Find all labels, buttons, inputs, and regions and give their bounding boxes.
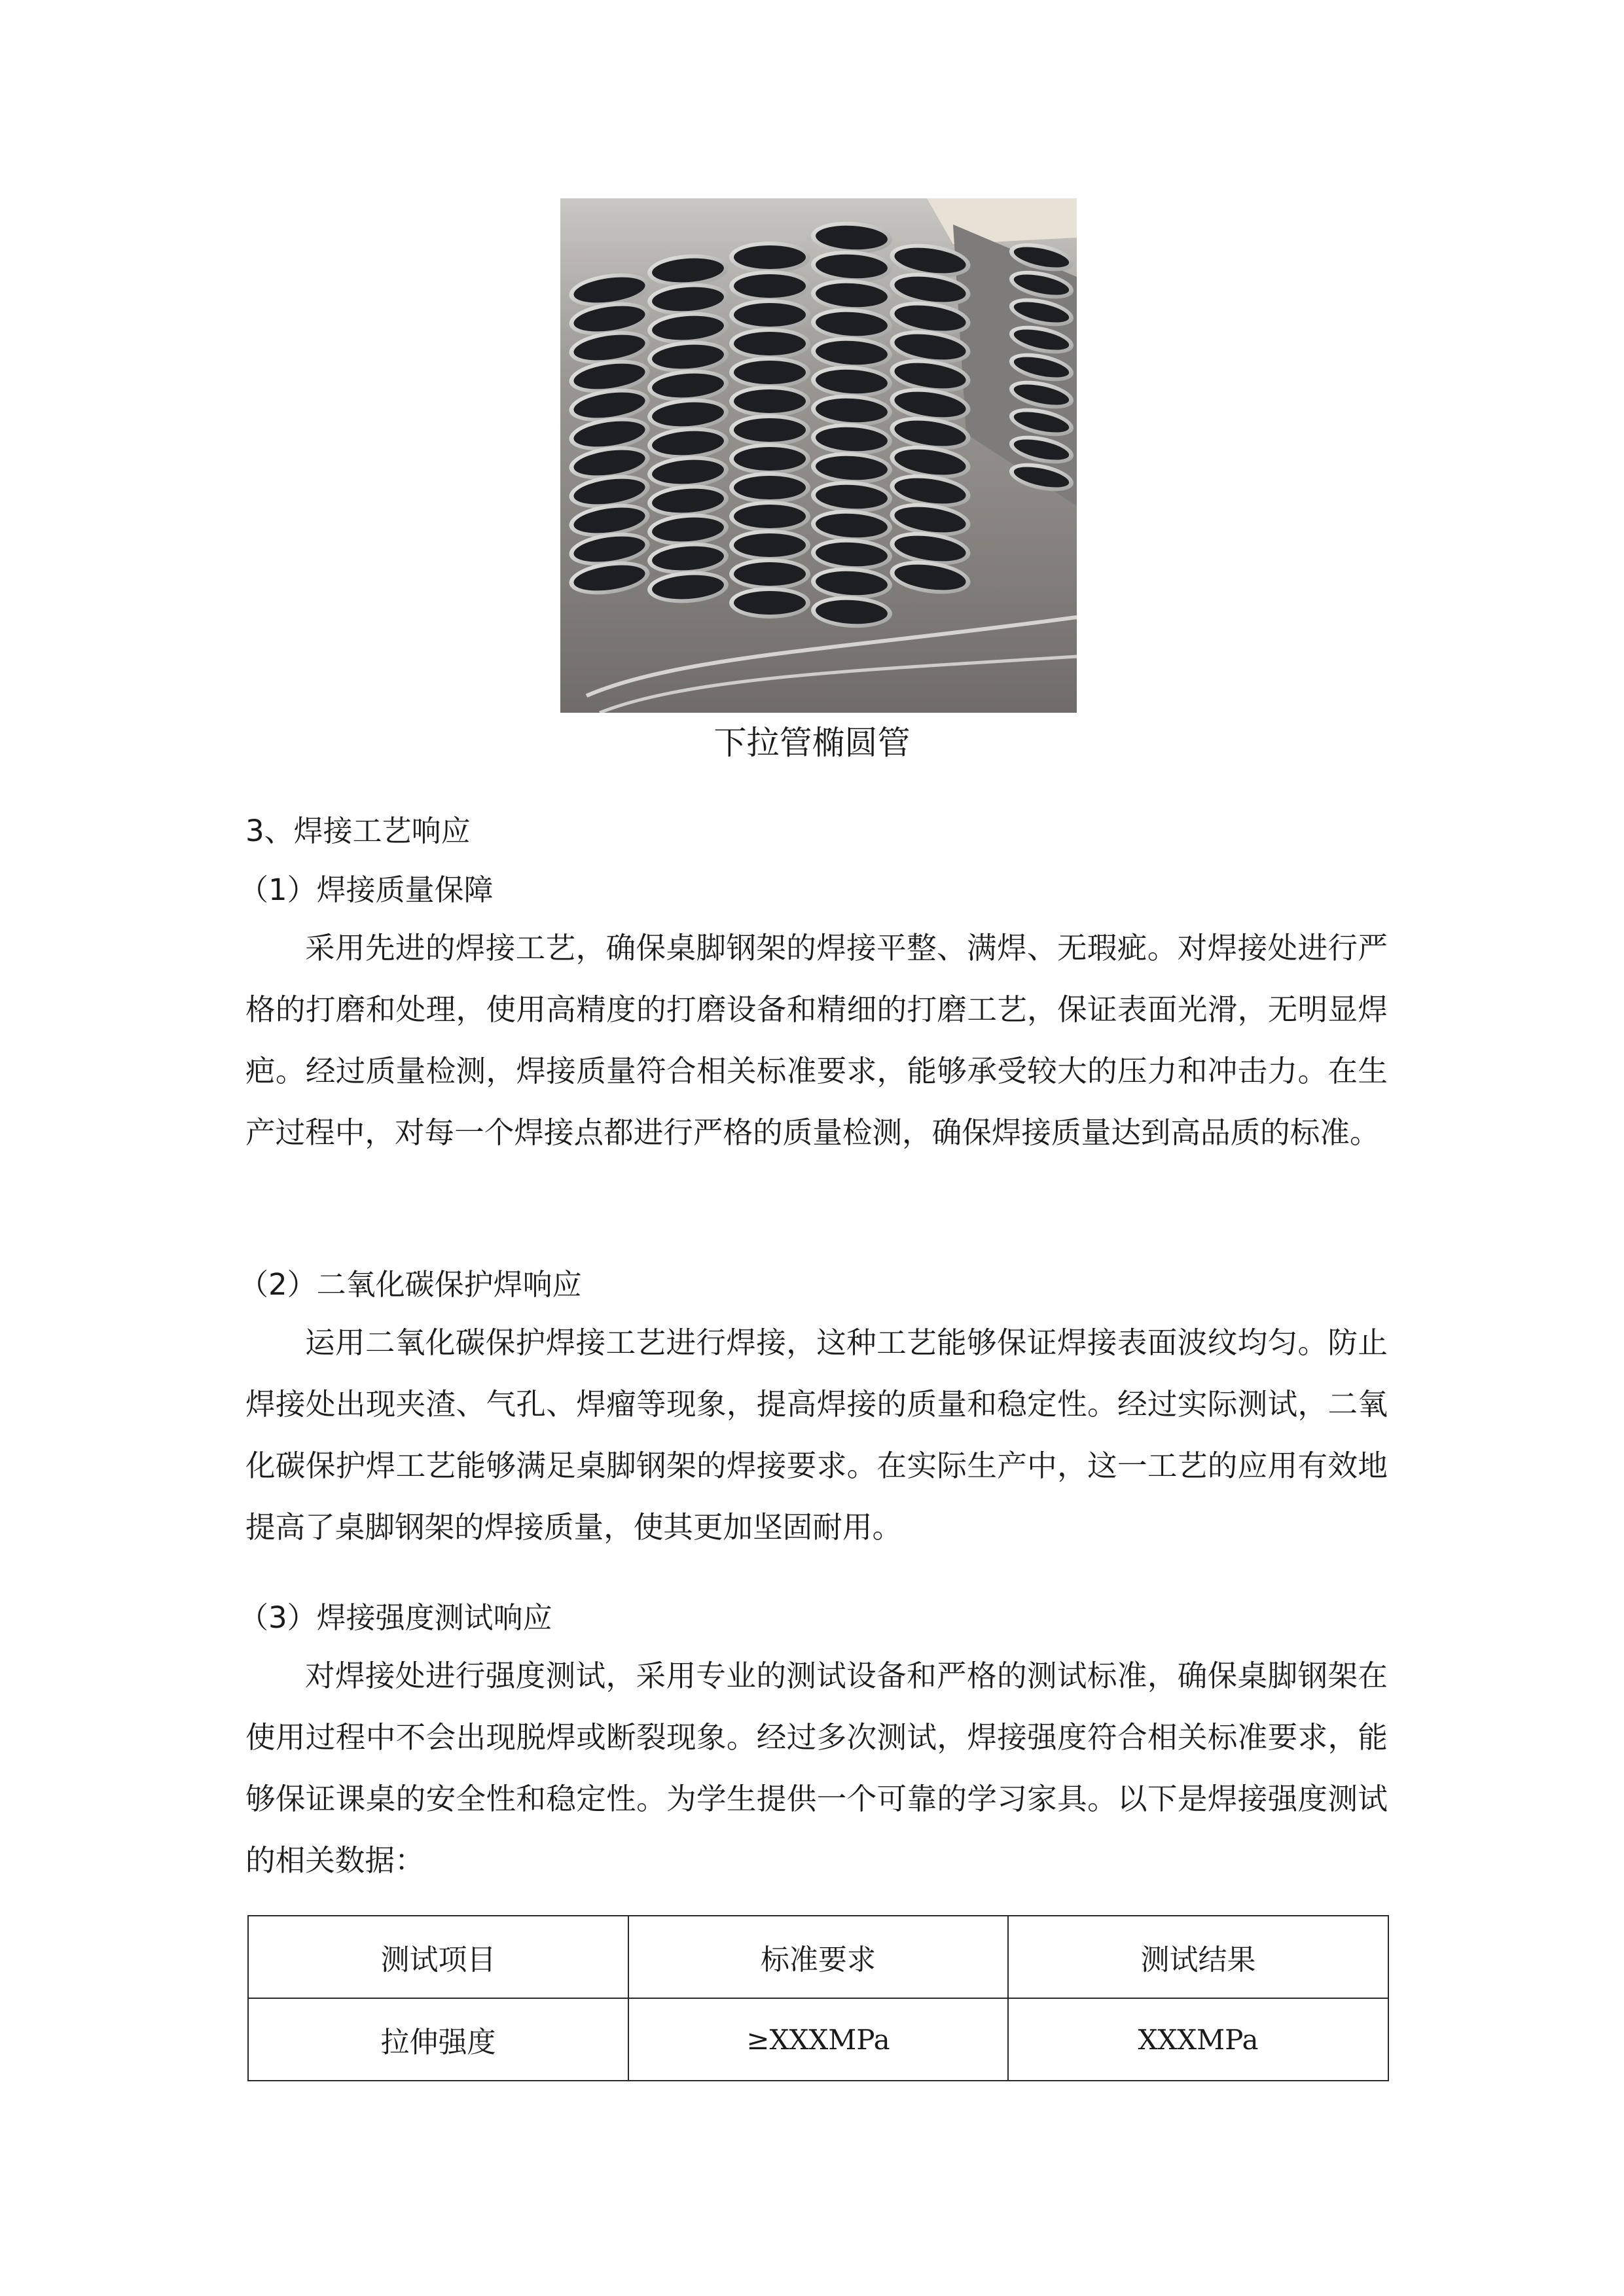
tube-opening (734, 476, 806, 499)
tube-opening (734, 447, 806, 471)
tube-opening (734, 274, 806, 298)
tube-opening (734, 418, 806, 442)
subsection-body-1: 采用先进的焊接工艺，确保桌脚钢架的焊接平整、满焊、无瑕疵。对焊接处进行严格的打磨和处理，使用高精度的打磨设备和精细的打磨工艺，保证表面光滑，无明显焊疤。经过质量检测，焊接质量符合相关标准要求，能够承受较大的压力和冲击力。在生产过程中，对每一个焊接点都进行严格的质量检测，确保焊接质量达到高品质的标准。 (245, 931, 1388, 1150)
table-cell: ≥XXXMPa (628, 1998, 1008, 2081)
tube-opening (734, 533, 806, 557)
subsection-heading-1: （1）焊接质量保障 (239, 872, 494, 907)
tube-opening (734, 361, 806, 384)
table-header-row (248, 1916, 1388, 1998)
tube-opening (734, 332, 806, 355)
table-cell: XXXMPa (1008, 1998, 1388, 2081)
tube-opening (734, 505, 806, 528)
table-cell: 拉伸强度 (248, 1998, 628, 2081)
oval-tube-photo (560, 198, 1077, 713)
table-header-cell: 测试结果 (1008, 1916, 1388, 1998)
subsection-body-2: 运用二氧化碳保护焊接工艺进行焊接，这种工艺能够保证焊接表面波纹均匀。防止焊接处出现夹渣、气孔、焊瘤等现象，提高焊接的质量和稳定性。经过实际测试，二氧化碳保护焊工艺能够满足桌脚钢架的焊接要求。在实际生产中，这一工艺的应用有效地提高了桌脚钢架的焊接质量，使其更加坚固耐用。 (245, 1325, 1388, 1545)
subsection-heading-2: （2）二氧化碳保护焊响应 (239, 1267, 582, 1302)
tube-opening (734, 591, 806, 615)
table-header-cell: 标准要求 (628, 1916, 1008, 1998)
subsection-heading-3: （3）焊接强度测试响应 (239, 1600, 552, 1635)
subsection-body-3: 对焊接处进行强度测试，采用专业的测试设备和严格的测试标准，确保桌脚钢架在使用过程中不会出现脱焊或断裂现象。经过多次测试，焊接强度符合相关标准要求，能够保证课桌的安全性和稳定性。为学生提供一个可靠的学习家具。以下是焊接强度测试的相关数据： (245, 1659, 1388, 1878)
tube-opening (734, 303, 806, 327)
weld-strength-table (247, 1915, 1389, 2081)
tube-opening (734, 562, 806, 586)
tube-bundle-illustration (560, 198, 1077, 713)
table-row (248, 1998, 1388, 2081)
figure-caption: 下拉管椭圆管 (713, 724, 911, 762)
tube-opening (734, 245, 806, 269)
tube-opening (734, 389, 806, 413)
section-title: 3、焊接工艺响应 (245, 814, 471, 848)
table-header-cell: 测试项目 (248, 1916, 628, 1998)
